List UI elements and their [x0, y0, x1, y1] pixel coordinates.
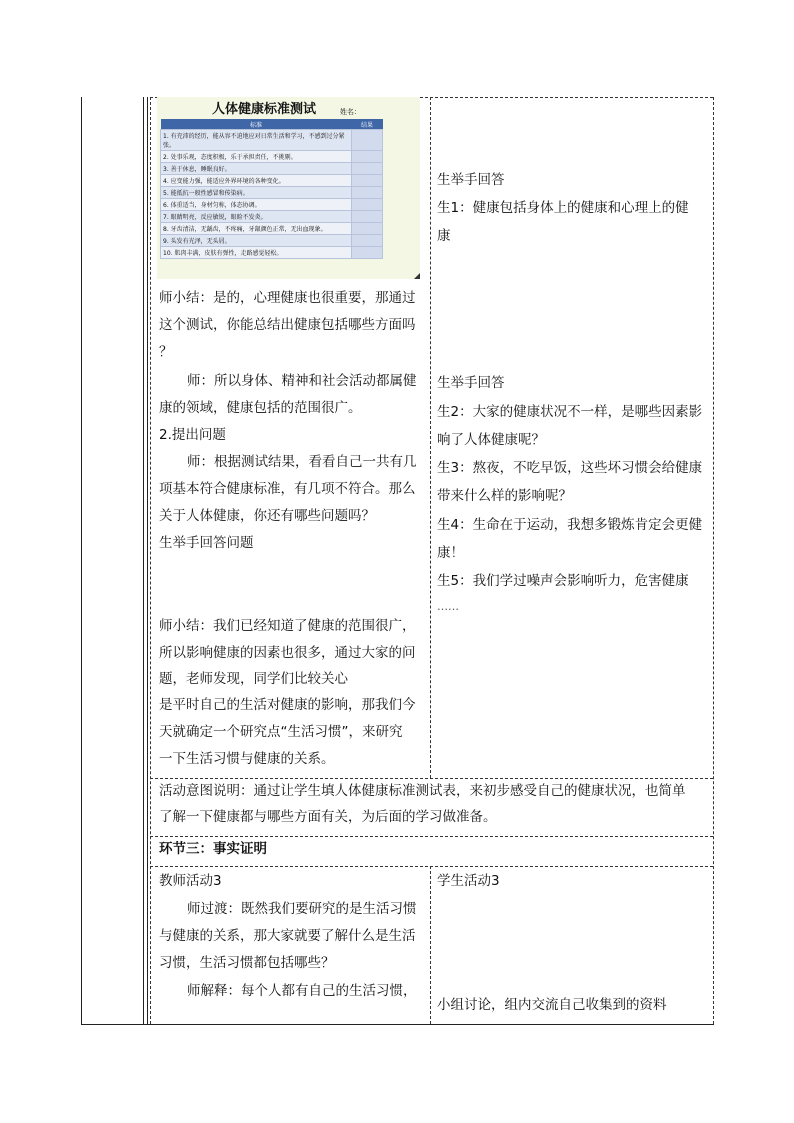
health-test-standard-cell: 4. 应变能力强，能适应外界环境的各种变化。: [161, 175, 352, 187]
health-test-standard-cell: 6. 体重适当，身材匀称，体态协调。: [161, 199, 352, 211]
student1-line2: 康: [437, 228, 451, 244]
image-resize-handle-icon: [414, 273, 420, 279]
health-test-row: [161, 175, 383, 187]
health-test-result-cell[interactable]: [352, 247, 383, 259]
teacher-summary1-line2: 这个测试，你能总结出健康包括哪些方面吗: [159, 317, 416, 333]
health-test-result-cell[interactable]: [352, 175, 383, 187]
teacher-p3-line4: 生举手回答问题: [159, 535, 254, 551]
student-answer2-label: 生举手回答: [437, 375, 505, 391]
health-test-row: [161, 211, 383, 223]
table-bottom-border: [81, 1024, 714, 1025]
table-col-divider-inner: [147, 97, 148, 1025]
teacher-activity3-line3: 习惯，生活习惯都包括哪些？: [159, 955, 335, 971]
col-result-header: 结果: [352, 119, 383, 130]
student3-line1: 生3：熬夜，不吃早饭，这些坏习惯会给健康: [437, 460, 703, 476]
student3-line2: 带来什么样的影响呢？: [437, 488, 572, 504]
teacher-summary2-line1: 师小结：我们已经知道了健康的范围很广，: [159, 618, 416, 634]
health-test-row: [161, 163, 383, 175]
health-test-title: 人体健康标准测试: [212, 102, 317, 117]
teacher-p3-line1: 师：根据测试结果，看看自己一共有几: [187, 454, 417, 470]
health-test-standard-cell: 3. 善于休息，睡眠良好。: [161, 163, 352, 175]
intent-line2: 了解一下健康都与哪些方面有关，为后面的学习做准备。: [159, 809, 497, 825]
student5-line1: 生5：我们学过噪声会影响听力，危害健康: [437, 573, 689, 589]
teacher-summary1-line1: 师小结：是的，心理健康也很重要，那通过: [159, 290, 416, 306]
teacher-p3-line2: 项基本符合健康标准，有几项不符合。那么: [159, 481, 416, 497]
row-divider-intent-top: [150, 778, 713, 779]
col-standard-header: 标准: [161, 119, 352, 130]
health-test-row: [161, 223, 383, 235]
health-test-standard-cell: 2. 处事乐观，态度积极，乐于承担责任，不挑剔。: [161, 151, 352, 163]
teacher-activity3-line2: 与健康的关系，那大家就要了解什么是生活: [159, 928, 416, 944]
health-test-result-cell[interactable]: [352, 211, 383, 223]
health-test-standard-cell: 8. 牙齿清洁，无龋齿，不疼痛，牙龈颜色正常，无出血现象。: [161, 223, 352, 235]
health-test-row: [161, 235, 383, 247]
student-activity3-heading: 学生活动3: [437, 873, 500, 889]
teacher-summary2-line4: 是平时自己的生活对健康的影响，那我们今: [159, 697, 416, 713]
student2-line2: 响了人体健康呢？: [437, 432, 545, 448]
health-test-table: [160, 119, 383, 259]
health-test-result-cell[interactable]: [352, 130, 383, 151]
student2-line1: 生2：大家的健康状况不一样，是哪些因素影: [437, 404, 703, 420]
health-test-result-cell[interactable]: [352, 163, 383, 175]
teacher-summary2-line2: 所以影响健康的因素也很多，通过大家的问: [159, 645, 416, 661]
teacher-activity3-heading: 教师活动3: [159, 873, 222, 889]
student4-line1: 生4：生命在于运动，我想多锻炼肯定会更健: [437, 517, 703, 533]
teacher-p2-line1: 师：所以身体、精神和社会活动都属健: [187, 373, 417, 389]
inner-mid-divider-top: [430, 97, 431, 778]
inner-mid-divider-bottom: [430, 866, 431, 1024]
health-test-standard-cell: 9. 头发有光泽，无头屑。: [161, 235, 352, 247]
health-test-name-label: 姓名：: [340, 108, 361, 116]
teacher-p3-line3: 关于人体健康，你还有哪些问题吗？: [159, 508, 375, 524]
teacher-summary1-line3: ？: [159, 344, 173, 360]
teacher-p2-line2: 康的领域，健康包括的范围很广。: [159, 400, 362, 416]
student4-line2: 康！: [437, 545, 464, 561]
health-test-standard-cell: 5. 能抵抗一般性感冒和传染病。: [161, 187, 352, 199]
health-test-result-cell[interactable]: [352, 235, 383, 247]
health-test-result-cell[interactable]: [352, 223, 383, 235]
table-col-divider: [143, 97, 144, 1025]
health-test-standard-cell: 1. 有充沛的经历，能从容不迫地应对日常生活和学习，不感到过分紧张。: [161, 130, 352, 151]
teacher-summary2-line5: 天就确定一个研究点“生活习惯”，来研究: [159, 724, 403, 740]
health-test-standard-cell: 7. 眼睛明亮，反应敏锐，眼睑不发炎。: [161, 211, 352, 223]
health-test-row: [161, 187, 383, 199]
student1-line1: 生1：健康包括身体上的健康和心理上的健: [437, 200, 689, 216]
health-test-row: [161, 130, 383, 151]
inner-left-border: [150, 97, 151, 1024]
teacher-heading-2: 2.提出问题: [159, 427, 226, 443]
health-test-result-cell[interactable]: [352, 199, 383, 211]
intent-line1: 活动意图说明：通过让学生填人体健康标准测试表，来初步感受自己的健康状况，也简单: [159, 783, 686, 799]
section3-title: 环节三：事实证明: [159, 841, 267, 857]
health-test-row: [161, 247, 383, 259]
student-activity3-line1: 小组讨论，组内交流自己收集到的资料: [437, 997, 667, 1013]
health-test-result-cell[interactable]: [352, 151, 383, 163]
teacher-summary2-line6: 一下生活习惯与健康的关系。: [159, 751, 335, 767]
health-test-result-cell[interactable]: [352, 187, 383, 199]
teacher-summary2-line3: 题，老师发现，同学们比较关心: [159, 671, 348, 687]
student-ellipsis: ……: [437, 600, 459, 613]
health-test-row: [161, 199, 383, 211]
teacher-activity3-line4: 师解释：每个人都有自己的生活习惯，: [187, 983, 417, 999]
table-left-border: [81, 97, 82, 1025]
teacher-activity3-line1: 师过渡：既然我们要研究的是生活习惯: [187, 901, 417, 917]
student-answer1-label: 生举手回答: [437, 172, 505, 188]
health-test-row: [161, 151, 383, 163]
health-test-standard-cell: 10. 肌肉丰满，皮肤有弹性，走路感觉轻松。: [161, 247, 352, 259]
row-divider-activity3-top: [150, 866, 713, 867]
inner-right-border: [713, 97, 714, 1024]
health-standard-test-image: [157, 97, 420, 279]
row-divider-section3-top: [150, 836, 713, 837]
